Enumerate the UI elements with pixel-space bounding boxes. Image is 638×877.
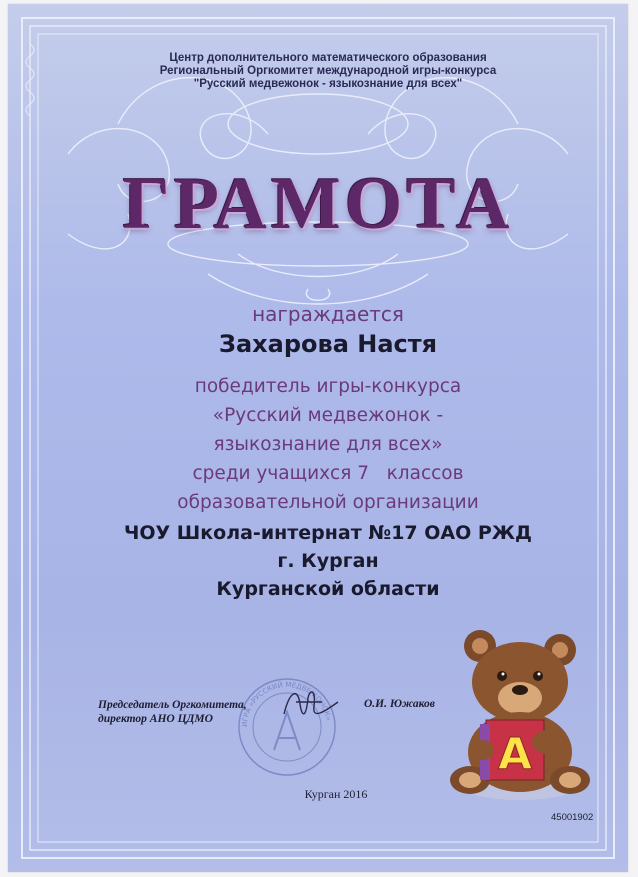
city-year: Курган 2016	[304, 787, 368, 801]
header-line-1: Центр дополнительного математического образования	[169, 52, 487, 64]
header-line-3: "Русский медвежонок - языкознание для всех"	[193, 78, 463, 90]
chairman-title-line-1: Председатель Оргкомитета,	[98, 699, 247, 711]
award-description	[68, 372, 588, 517]
description-line-4: среди учащихся 7 классов	[192, 463, 464, 484]
bear-mascot	[440, 624, 600, 804]
chairman-title	[98, 698, 288, 726]
organizer-header	[128, 52, 528, 91]
certificate-sheet	[8, 4, 628, 872]
serial-number: 45001902	[551, 812, 594, 823]
school-city: г. Курган	[277, 550, 379, 572]
certificate-title: ГРАМОТА	[122, 163, 514, 245]
block-letter: А	[497, 729, 533, 780]
header-line-2: Региональный Оргкомитет международной игры-конкурса	[159, 65, 497, 77]
school-block	[68, 519, 588, 603]
stamp-text: ИГРА «РУССКИЙ МЕДВЕЖОНОК»	[240, 680, 333, 728]
description-line-3: языкознание для всех»	[213, 434, 443, 455]
description-line-2: «Русский медвежонок -	[212, 405, 444, 426]
signer-name: О.И. Южаков	[364, 698, 435, 710]
description-line-1: победитель игры-конкурса	[194, 376, 462, 397]
school-name: ЧОУ Школа-интернат №17 ОАО РЖД	[124, 522, 532, 544]
awarded-label: награждается	[252, 302, 404, 326]
school-region: Курганской области	[216, 578, 440, 600]
chairman-title-line-2: директор АНО ЦДМО	[98, 713, 213, 725]
recipient-name: Захарова Настя	[218, 330, 438, 358]
description-line-5: образовательной организации	[177, 492, 479, 513]
